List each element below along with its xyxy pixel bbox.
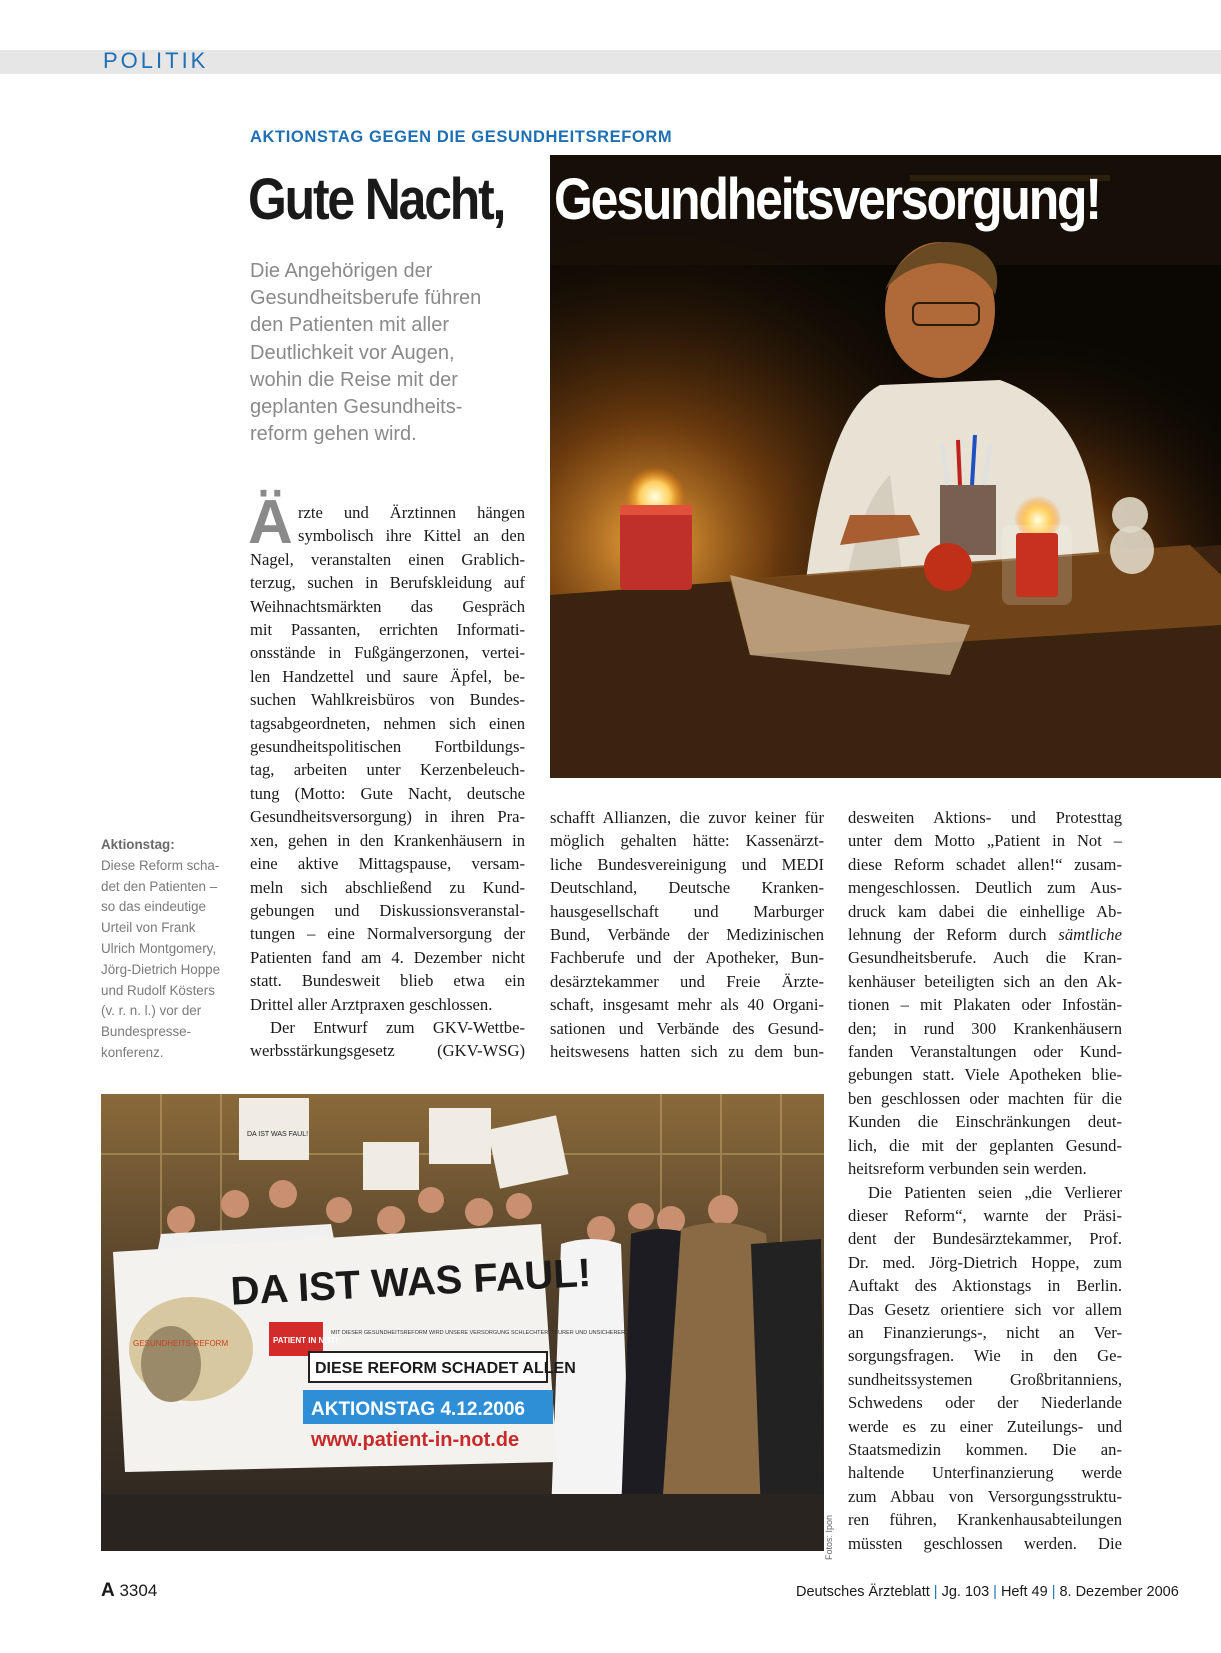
body-line: tung (Motto: Gute Nacht, deutsche xyxy=(250,783,525,803)
body-line: onsstände in Fußgängerzonen, vertei- xyxy=(250,643,525,663)
caption-line: Diese Reform scha- xyxy=(101,857,220,873)
body-line: Auftakt des Aktionstags in Berlin. xyxy=(848,1276,1122,1296)
body-line: gesundheitspolitischen Fortbildungs- xyxy=(250,737,525,757)
demonstration-photo-graphic xyxy=(101,1094,824,1551)
body-line: len Handzettel und saure Äpfel, be- xyxy=(250,666,525,686)
body-line: Nagel, veranstalten einen Grablich- xyxy=(250,549,525,569)
body-line xyxy=(848,923,1122,946)
body-column-3 xyxy=(848,806,1122,1555)
body-line: gebungen statt. Viele Apotheken blie- xyxy=(848,1065,1122,1085)
body-line: werbsstärkungsgesetz (GKV-WSG) xyxy=(250,1041,525,1061)
banner-patient-text: PATIENT IN NOT! xyxy=(273,1336,339,1345)
body-line: xen, gehen in den Krankenhäusern in xyxy=(250,830,525,850)
banner-main-text: DA IST WAS FAUL! xyxy=(229,1250,593,1314)
body-line: druck kam dabei die einhellige Ab- xyxy=(848,901,1122,921)
body-line: gebungen und Diskussionsveranstal- xyxy=(250,900,525,920)
drop-cap: Ä xyxy=(248,488,293,557)
body-line: Das Gesetz orientiere sich vor allem xyxy=(848,1299,1122,1319)
page-prefix: A xyxy=(101,1580,115,1601)
body-line: Gesundheitsberufe. Auch die Kran- xyxy=(848,948,1122,968)
body-line: zum Abbau von Versorgungsstruktu- xyxy=(848,1486,1122,1506)
body-line: Der Entwurf zum GKV-Wettbe- xyxy=(270,1017,525,1037)
body-line: schafft Allianzen, die zuvor keiner für xyxy=(550,808,824,827)
body-line: heitswesens hatten sich zu dem bun- xyxy=(550,1042,824,1062)
caption-line: konferenz. xyxy=(101,1044,164,1060)
body-line: tag, arbeiten unter Kerzenbeleuch- xyxy=(250,760,525,780)
page-number-value: 3304 xyxy=(119,1581,158,1600)
body-line: tagsabgeordneten, nehmen sich einen xyxy=(250,713,525,733)
journal-issue: Heft 49 xyxy=(1000,1584,1048,1600)
journal-info xyxy=(796,1584,1179,1600)
headline-part-1: Gute Nacht, xyxy=(248,167,505,232)
body-line: schaft, insgesamt mehr als 40 Organi- xyxy=(550,995,824,1015)
journal-date: 8. Dezember 2006 xyxy=(1059,1584,1179,1600)
banner-aktionstag-text: AKTIONSTAG 4.12.2006 xyxy=(311,1399,526,1420)
body-line: unter dem Motto „Patient in Not – xyxy=(848,831,1122,851)
body-line: suchen Wahlkreisbüros von Bundes- xyxy=(250,690,525,710)
body-line: hausgesellschaft und Marburger xyxy=(550,901,824,921)
lead-line: Deutlichkeit vor Augen, xyxy=(250,341,455,364)
body-line: diese Reform schadet allen!“ zusam- xyxy=(848,854,1122,874)
banner-reform-text: DIESE REFORM SCHADET ALLEN xyxy=(315,1360,576,1377)
candlelight-photo xyxy=(550,155,1221,778)
lead-line: Die Angehörigen der xyxy=(250,260,433,282)
body-line: Drittel aller Arztpraxen geschlossen. xyxy=(250,994,493,1014)
sign-text: DA IST WAS FAUL! xyxy=(247,1131,309,1138)
body-line: Schwedens oder der Niederlande xyxy=(848,1393,1122,1413)
body-line: fanden Veranstaltungen oder Kund- xyxy=(848,1042,1122,1062)
demonstration-photo xyxy=(101,1094,824,1551)
lead-line: reform gehen wird. xyxy=(250,423,417,446)
caption-line: und Rudolf Kösters xyxy=(101,982,215,998)
body-line: desärztekammer und Freie Ärzte- xyxy=(550,971,824,991)
body-line: Kunden die Einschränkungen deut- xyxy=(848,1112,1122,1132)
headline-part-2: Gesundheitsversorgung! xyxy=(554,167,1100,232)
body-line: mit Passanten, errichten Informati- xyxy=(250,620,525,640)
banner-egg-text: GESUNDHEITS-REFORM xyxy=(133,1339,229,1348)
separator: | xyxy=(933,1584,938,1600)
body-line: meln sich abschließend zu Kund- xyxy=(250,877,525,897)
body-line: eine aktive Mittagspause, versam- xyxy=(250,854,525,874)
journal-volume: Jg. 103 xyxy=(941,1584,990,1600)
body-line: Patienten fand am 4. Dezember nicht xyxy=(250,947,525,967)
page-number xyxy=(101,1580,157,1602)
photo-credit: Fotos: Ipon xyxy=(824,1514,834,1560)
body-line: mengeschlossen. Deutlich zum Aus- xyxy=(848,878,1122,898)
banner-url-text: www.patient-in-not.de xyxy=(311,1429,520,1451)
lead-line: den Patienten mit aller xyxy=(250,314,450,337)
caption-line: Urteil von Frank xyxy=(101,920,196,936)
separator: | xyxy=(993,1584,997,1600)
emphasis-text: sämtliche xyxy=(1058,925,1122,945)
body-line: Deutschland, Deutsche Kranken- xyxy=(550,878,824,898)
caption-line: (v. r. n. l.) vor der xyxy=(101,1003,202,1019)
body-line: möglich gehalten hätte: Kassenärzt- xyxy=(550,831,824,851)
body-line: ren führen, Krankenhausabteilungen xyxy=(848,1510,1122,1530)
caption-title: Aktionstag: xyxy=(101,837,175,852)
body-line: symbolisch ihre Kittel an den xyxy=(298,526,525,546)
lead-line: Gesundheitsberufe führen xyxy=(250,287,482,310)
body-text: lehnung der Reform durch xyxy=(848,925,1047,945)
body-line: liche Bundesvereinigung und MEDI xyxy=(550,854,824,874)
body-line: den; in rund 300 Krankenhäusern xyxy=(848,1018,1122,1038)
body-line: sationen und Verbände des Gesund- xyxy=(550,1018,824,1038)
body-line: desweiten Aktions- und Protesttag xyxy=(848,808,1122,827)
candlelight-photo-graphic xyxy=(550,155,1221,778)
caption-line: Jörg-Dietrich Hoppe xyxy=(101,961,221,977)
body-line: tionen – mit Plakaten oder Infostän- xyxy=(848,995,1122,1015)
article-lead xyxy=(250,258,530,448)
caption-line: Bundespresse- xyxy=(101,1024,192,1040)
article-kicker: AKTIONSTAG GEGEN DIE GESUNDHEITSREFORM xyxy=(250,128,673,146)
body-line: Weihnachtsmärkten das Gespräch xyxy=(250,596,525,616)
body-line: tungen – eine Normalversorgung der xyxy=(250,924,525,944)
body-line: terzug, suchen in Berufskleidung auf xyxy=(250,573,525,593)
body-line: dieser Reform“, warnte der Präsi- xyxy=(848,1205,1122,1225)
body-line: sundheitssystemen Großbritanniens, xyxy=(848,1369,1122,1389)
caption-line: so das eindeutige xyxy=(101,899,206,915)
separator: | xyxy=(1051,1584,1056,1600)
lead-line: wohin die Reise mit der xyxy=(250,368,458,391)
journal-name: Deutsches Ärzteblatt xyxy=(796,1584,930,1600)
body-line: lich, die mit der geplanten Gesund- xyxy=(848,1135,1122,1155)
body-line: Dr. med. Jörg-Dietrich Hoppe, zum xyxy=(848,1252,1122,1272)
caption-line: det den Patienten – xyxy=(101,878,218,894)
body-line: Bund, Verbände der Medizinischen xyxy=(550,925,824,945)
body-line: Die Patienten seien „die Verlierer xyxy=(868,1182,1122,1202)
body-line: müssten geschlossen werden. Die xyxy=(848,1533,1122,1553)
caption-line: Ulrich Montgomery, xyxy=(101,940,217,956)
banner-small-text: MIT DIESER GESUNDHEITSREFORM WIRD UNSERE VERSORGUNG SCHLECHTER, TEURER UND UNSICHERER. xyxy=(331,1330,627,1336)
body-line: dent der Bundesärztekammer, Prof. xyxy=(848,1229,1122,1249)
body-line: sorgungsfragen. Wie in den Ge- xyxy=(848,1346,1122,1366)
body-line: haltende Unterfinanzierung werde xyxy=(848,1463,1122,1483)
body-line: Staatsmedizin kommen. Die an- xyxy=(848,1439,1122,1459)
photo-caption xyxy=(101,835,226,1064)
body-line: statt. Bundesweit blieb etwa ein xyxy=(250,971,525,991)
body-column-2 xyxy=(550,806,824,1063)
body-line: Fachberufe und der Apotheker, Bun- xyxy=(550,948,824,968)
section-label: POLITIK xyxy=(103,48,209,73)
body-line: an Finanzierungs-, nicht an Ver- xyxy=(848,1322,1122,1342)
body-column-1 xyxy=(250,501,525,1063)
body-line: kenhäuser beteiligten sich an den Ak- xyxy=(848,971,1122,991)
body-line: ben geschlossen oder machten für die xyxy=(848,1088,1122,1108)
body-line: werde es zu einer Zuteilungs- und xyxy=(848,1416,1122,1436)
body-line: rzte und Ärztinnen hängen xyxy=(298,503,525,522)
lead-line: geplanten Gesundheits- xyxy=(250,396,463,419)
body-line: Gesundheitsversorgung) in ihren Pra- xyxy=(250,807,525,827)
body-line: heitsreform verbunden sein werden. xyxy=(848,1159,1087,1179)
